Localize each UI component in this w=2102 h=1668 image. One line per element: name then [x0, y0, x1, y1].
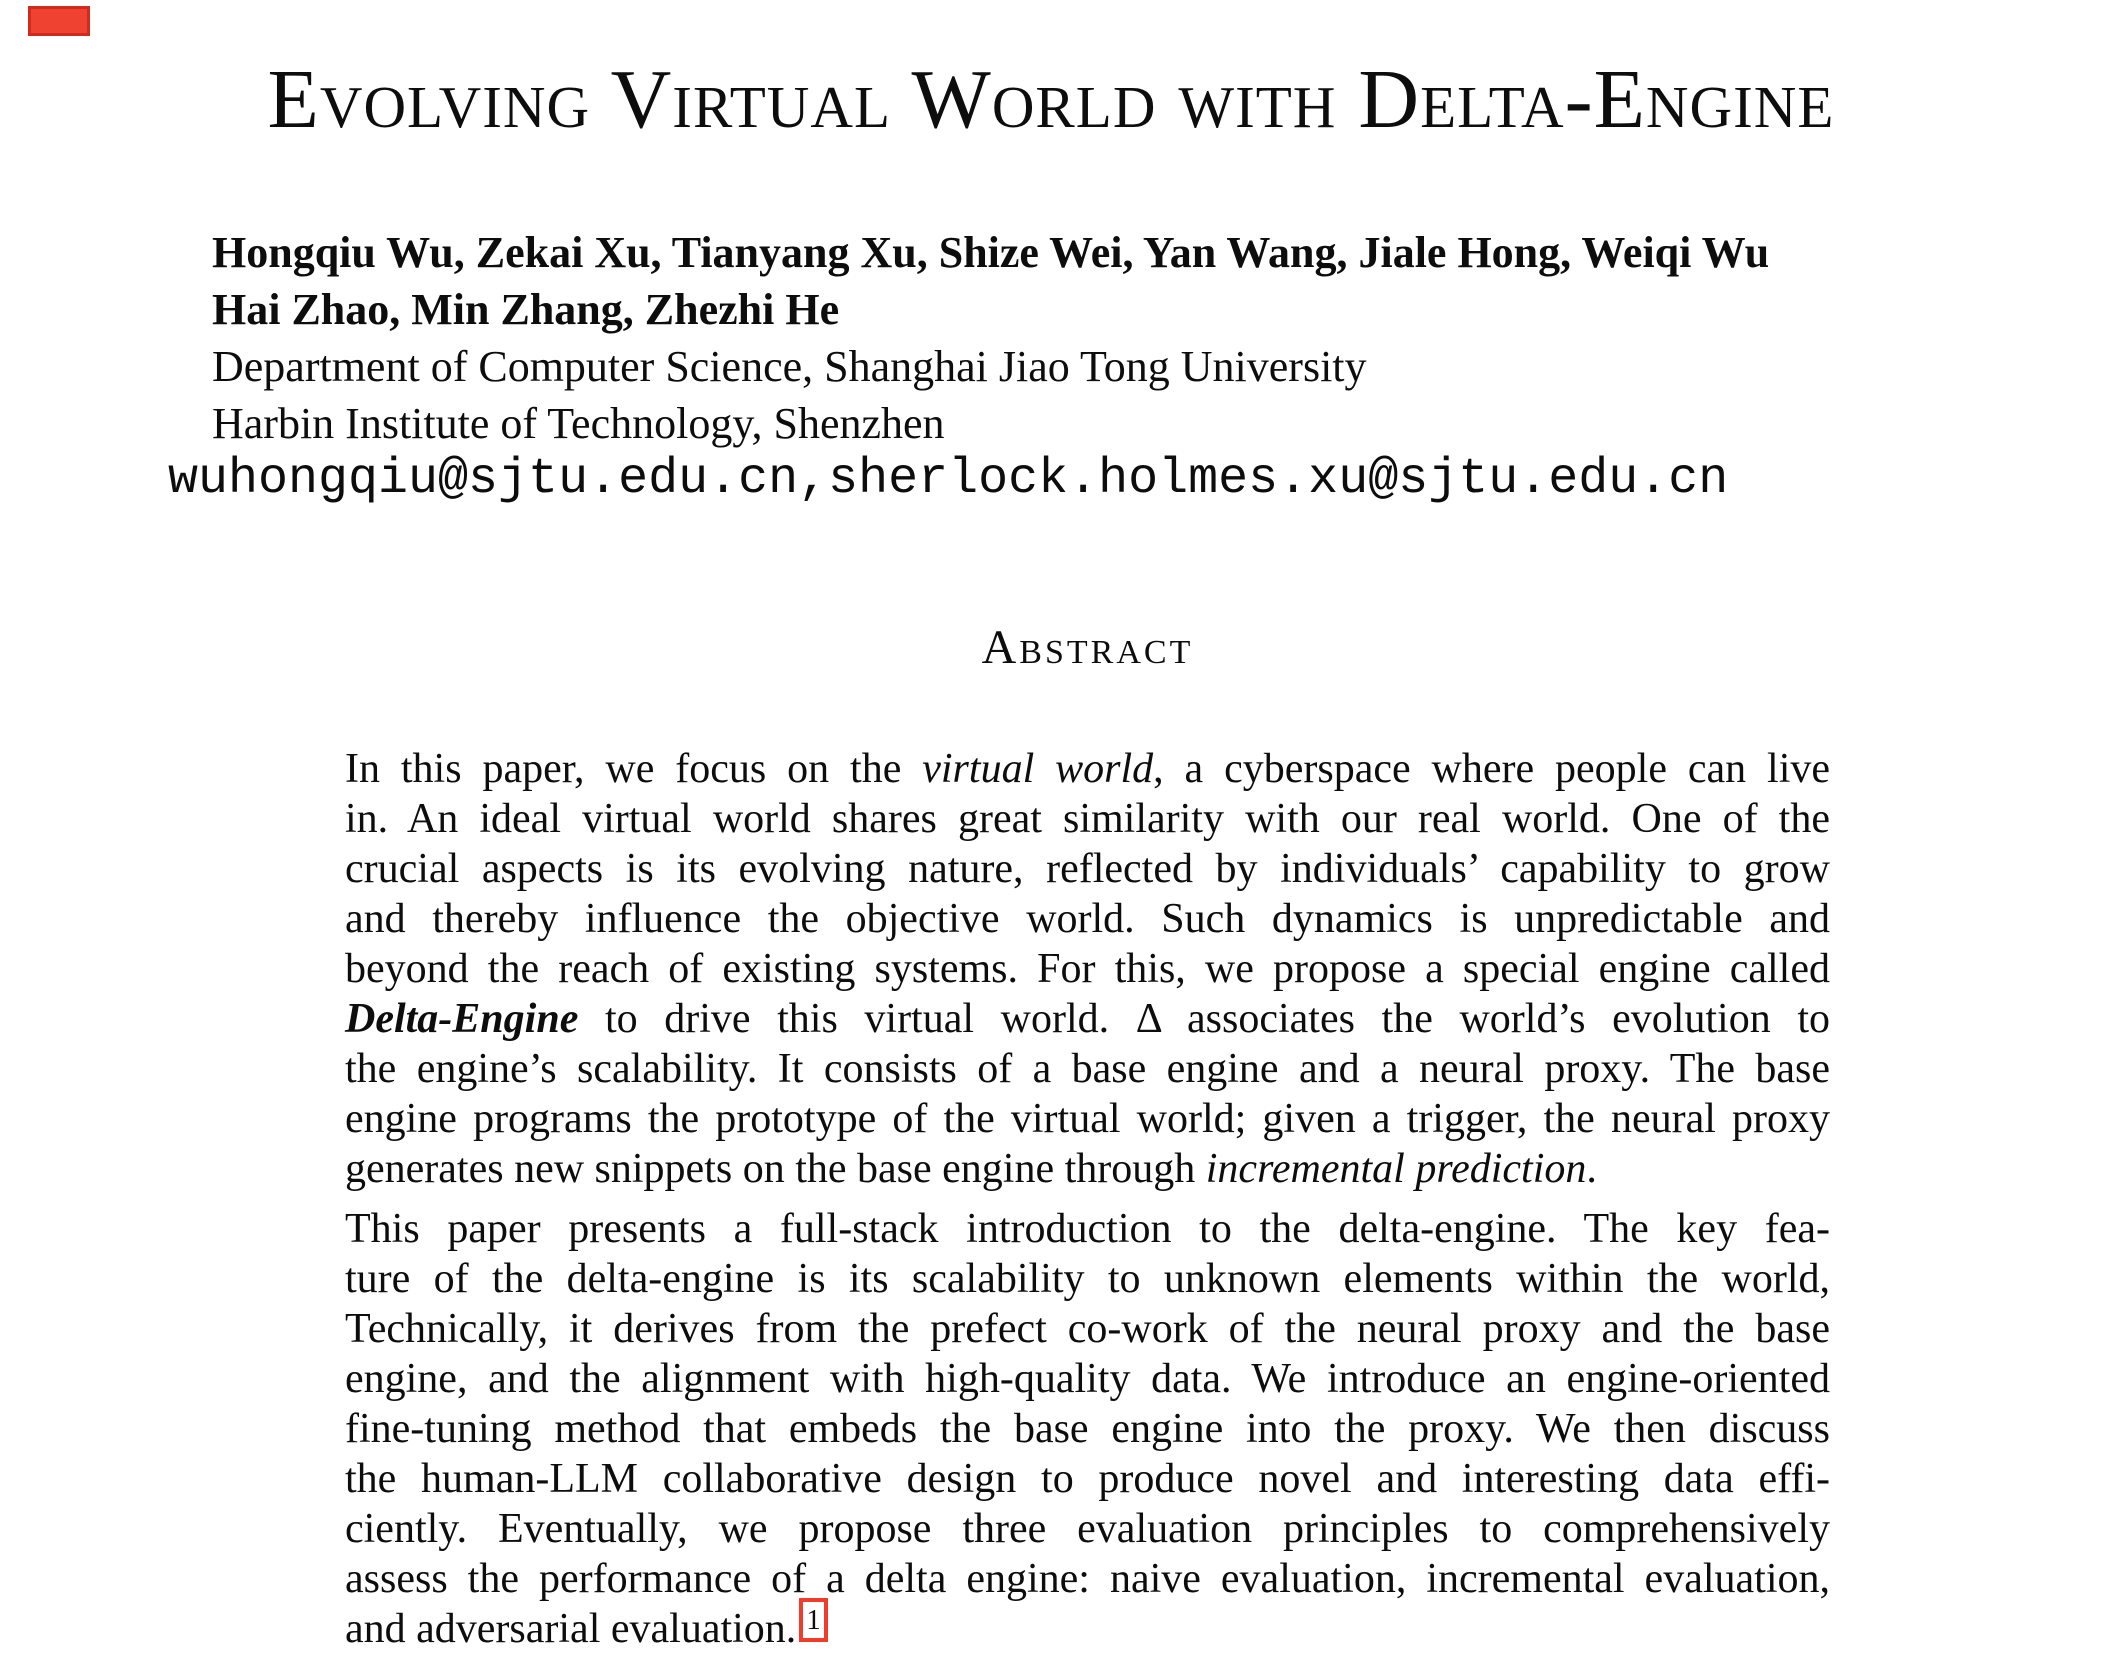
affiliation-2: Harbin Institute of Technology, Shenzhen: [212, 399, 945, 448]
body-text: the engine’s scalability. It consists of a base engine and a neural proxy. The base: [345, 1046, 1830, 1092]
body-text: ture of the delta-engine is its scalability to unknown elements within the world,: [345, 1256, 1830, 1302]
body-text: crucial aspects is its evolving nature, reflected by individuals’ capability to grow: [345, 846, 1830, 892]
abstract-line: [345, 1354, 1830, 1404]
bold-italic-text: Delta-Engine: [345, 996, 579, 1042]
italic-text: virtual world: [922, 746, 1154, 792]
body-text: generates new snippets on the base engine through: [345, 1146, 1206, 1192]
body-text: fine-tuning method that embeds the base engine into the proxy. We then discuss: [345, 1406, 1830, 1452]
abstract-line: [345, 944, 1830, 994]
body-text: in. An ideal virtual world shares great similarity with our real world. One of the: [345, 796, 1830, 842]
body-text: and thereby influence the objective world. Such dynamics is unpredictable and: [345, 896, 1830, 942]
abstract-line: [345, 1094, 1830, 1144]
abstract-line: [345, 744, 1830, 794]
abstract-heading: Abstract: [981, 621, 1194, 674]
abstract-line: [345, 1454, 1830, 1504]
abstract-line: [345, 1404, 1830, 1454]
body-text: In this paper, we focus on the: [345, 746, 923, 792]
footnote-marker[interactable]: 1: [799, 1598, 828, 1642]
body-text: assess the performance of a delta engine: naive evaluation, incremental evaluation,: [345, 1556, 1830, 1602]
body-text: and adversarial evaluation.: [345, 1606, 797, 1652]
abstract-line: [345, 1554, 1830, 1604]
abstract-line: [345, 1144, 1830, 1194]
abstract-line: [345, 1044, 1830, 1094]
italic-text: incremental prediction: [1205, 1146, 1587, 1192]
abstract-line: [345, 844, 1830, 894]
abstract-line: [345, 994, 1830, 1044]
abstract-line: [345, 1304, 1830, 1354]
body-text: engine programs the prototype of the virtual world; given a trigger, the neural proxy: [345, 1096, 1830, 1142]
abstract-line: [345, 794, 1830, 844]
abstract-paragraph: [345, 744, 1830, 1194]
authors-line-1: Hongqiu Wu, Zekai Xu, Tianyang Xu, Shize Wei, Yan Wang, Jiale Hong, Weiqi Wu: [212, 228, 1770, 277]
body-text: to drive this virtual world. Δ associates the world’s evolution to: [578, 996, 1830, 1042]
abstract-line: [345, 1504, 1830, 1554]
body-text: Technically, it derives from the prefect co-work of the neural proxy and the base: [345, 1306, 1830, 1352]
abstract-line: [345, 1254, 1830, 1304]
abstract-line: [345, 894, 1830, 944]
body-text: engine, and the alignment with high-quality data. We introduce an engine-oriented: [345, 1356, 1830, 1402]
body-text: This paper presents a full-stack introduction to the delta-engine. The key fea-: [345, 1206, 1830, 1252]
abstract-paragraph: [345, 1204, 1830, 1654]
abstract-line: [345, 1204, 1830, 1254]
affiliation-1: Department of Computer Science, Shanghai Jiao Tong University: [212, 342, 1367, 391]
body-text: ciently. Eventually, we propose three evaluation principles to comprehensively: [345, 1506, 1830, 1552]
red-marker: [28, 6, 90, 36]
body-text: the human-LLM collaborative design to produce novel and interesting data effi-: [345, 1456, 1830, 1502]
body-text: .: [1586, 1146, 1597, 1192]
paper-title: Evolving Virtual World with Delta-Engine: [267, 53, 1835, 146]
body-text: beyond the reach of existing systems. For this, we propose a special engine called: [345, 946, 1830, 992]
authors-line-2: Hai Zhao, Min Zhang, Zhezhi He: [212, 285, 840, 334]
author-emails: wuhongqiu@sjtu.edu.cn,sherlock.holmes.xu@sjtu.edu.cn: [168, 451, 1729, 508]
abstract-line: [345, 1604, 1830, 1654]
abstract-body: [345, 744, 1830, 1664]
body-text: , a cyberspace where people can live: [1153, 746, 1831, 792]
author-block: [212, 224, 1932, 452]
